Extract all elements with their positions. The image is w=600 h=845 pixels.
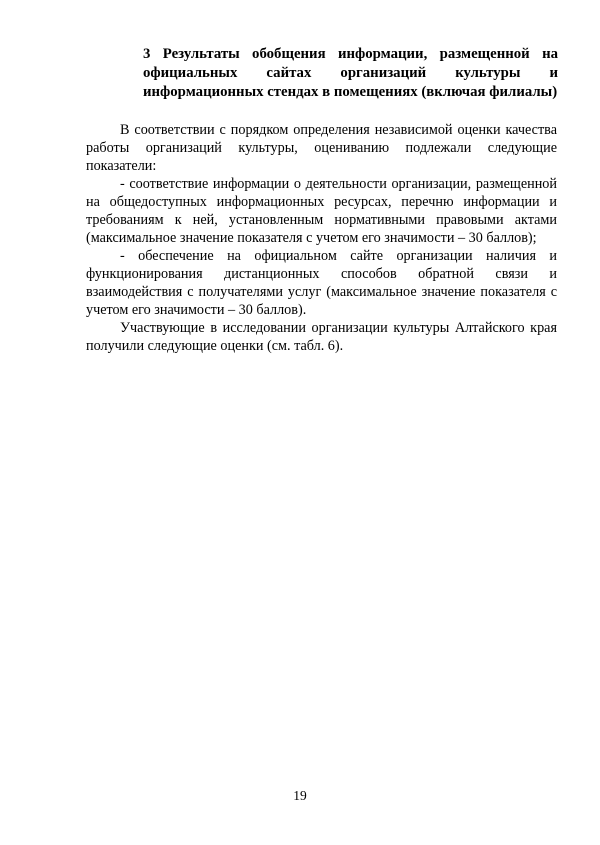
criterion-one-line: на общедоступных информационных ресурсах, перечню информации и — [86, 194, 557, 210]
body-text — [86, 121, 557, 355]
paragraph-intro-line: показатели: — [86, 158, 157, 174]
criterion-two-line: функционирования дистанционных способов обратной связи и — [86, 266, 557, 282]
criterion-two-line: - обеспечение на официальном сайте организации наличия и — [120, 248, 557, 264]
heading-line: 3 Результаты обобщения информации, размещенной на — [143, 46, 558, 62]
criterion-two-line: взаимодействия с получателями услуг (максимальное значение показателя с — [86, 284, 557, 300]
heading-line: официальных сайтах организаций культуры и — [143, 65, 558, 81]
section-heading — [143, 45, 558, 102]
page-number: 19 — [293, 788, 307, 803]
paragraph-results-line: получили следующие оценки (см. табл. 6). — [86, 338, 344, 354]
criterion-one-line: (максимальное значение показателя с учетом его значимости – 30 баллов); — [86, 230, 537, 246]
heading-line: информационных стендах в помещениях (включая филиалы) — [143, 84, 558, 100]
paragraph-intro-line: работы организаций культуры, оцениванию подлежали следующие — [86, 140, 557, 156]
criterion-two-line: учетом его значимости – 30 баллов). — [86, 302, 307, 318]
paragraph-results-line: Участвующие в исследовании организации культуры Алтайского края — [120, 320, 557, 336]
paragraph-intro-line: В соответствии с порядком определения независимой оценки качества — [120, 122, 557, 138]
criterion-one-line: - соответствие информации о деятельности организации, размещенной — [120, 176, 557, 192]
criterion-one-line: требованиям к ней, установленным нормативными правовыми актами — [86, 212, 557, 228]
